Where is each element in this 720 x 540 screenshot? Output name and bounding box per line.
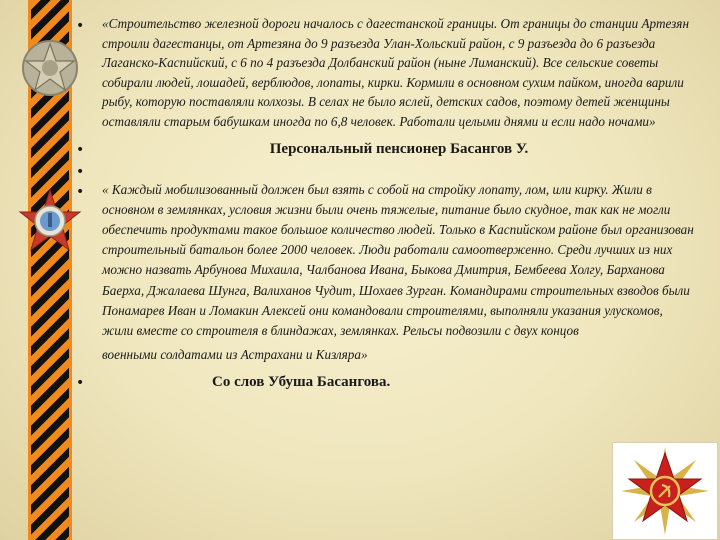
list-item [76, 138, 696, 160]
bullet-marker: • [76, 375, 85, 392]
document-body [76, 14, 696, 393]
bullet-marker: • [76, 141, 85, 158]
quote-construction: «Строительство железной дороги началось с дагестанской границы. От границы до станции Артезян строили дагестанцы, от Артезяна до 9 разъезда Улан-Хольский район, с 9 разъезда до 6 разъезда Лаганско-Каспийский, с 6 по 4 разъезда Долбанский район (ныне Лиманский). Все сельские советы собирали людей, лошадей, верблюдов, лопаты, кирки. Кормили в основном сухим пайком, иногда варили рыбу, которую поставляли колхозы. В селах не было яслей, детских садов, поэтому детей женщины оставляли старым бабушкам иногда по 6,8 человек. Работали целыми днями и если надо ночами» [102, 16, 689, 129]
quote-mobilized [102, 180, 696, 366]
bullet-marker: • [76, 163, 85, 180]
quote-mobilized-last-line: военными солдатами из Астрахани и Кизляра» [102, 347, 368, 363]
order-of-glory-icon [17, 188, 83, 254]
list-item [76, 160, 696, 180]
quote-mobilized-main: « Каждый мобилизованный должен был взять с собой на стройку лопату, лом, или кирку. Жили в основном в землянках, условия жизни были очень тяжелые, питание было скудное, так как не могли обеспечить продуктами такое большое количество людей. Только в Каспийском районе был организован строительный батальон более 2000 человек. Люди работали самоотверженно. Среди лучших из них можно назвать Арбунова Михаила, Чалбанова Ивана, Быкова Дмитрия, Бембеева Холгу, Барханова Баерха, Джалаева Шунга, Валиханов Чудит, Шохаев Зурган. Командирами строительных взводов были Понамарев Иван и Ломакин Алексей они командовали строителями, выполняли указания улускомов, жили вместе со строителя в блиндажах, землянках. Рельсы подвозили с двух концов [102, 181, 694, 338]
bullet-marker: • [76, 18, 85, 34]
list-item [76, 180, 696, 366]
bullet-marker: • [76, 183, 85, 200]
list-item [76, 14, 696, 132]
attribution-basangov-ubush: Со слов Убуша Басангова. [212, 374, 391, 391]
list-item [76, 371, 696, 393]
star-medal-icon [20, 38, 80, 98]
attribution-basangov-u: Персональный пенсионер Басангов У. [269, 140, 529, 157]
patriotic-war-order-icon [612, 442, 718, 540]
